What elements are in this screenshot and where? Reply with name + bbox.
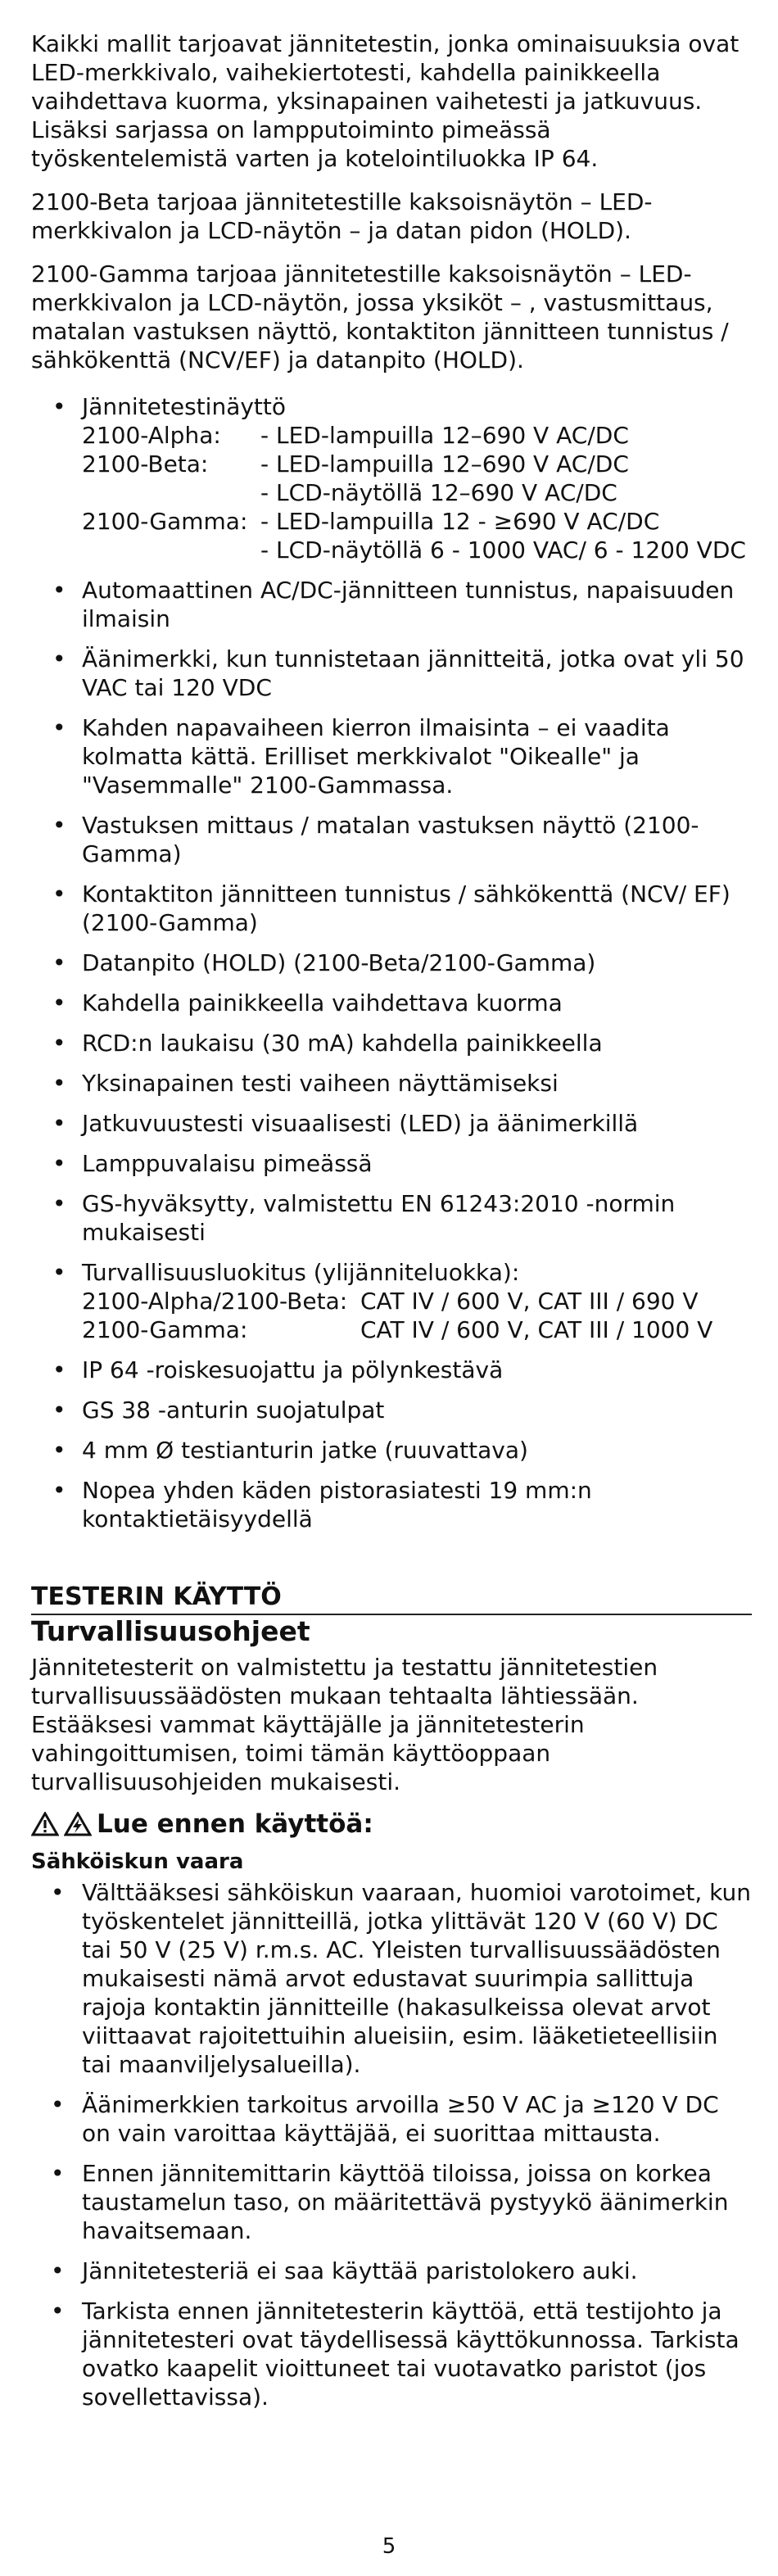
model-label <box>82 478 260 507</box>
safety-class-table <box>82 1287 752 1344</box>
list-item: • Äänimerkkien tarkoitus arvoilla ≥50 V AC ja ≥120 V DC on vain varoittaa käyttäjää, ei suorittaa mittausta. <box>43 2090 752 2148</box>
warning-triangle-icon <box>31 1812 59 1836</box>
model-label: 2100-Beta: <box>82 450 209 478</box>
high-voltage-icon <box>64 1812 92 1836</box>
voltage-spec: - LED-lampuilla 12–690 V AC/DC <box>260 422 629 449</box>
voltage-display-table <box>82 421 752 564</box>
safety-rating: CAT IV / 600 V, CAT III / 1000 V <box>360 1316 713 1343</box>
voltage-spec: - LCD-näytöllä 12–690 V AC/DC <box>260 479 617 506</box>
voltage-spec: - LCD-näytöllä 6 - 1000 VAC/ 6 - 1200 VDC <box>260 536 746 564</box>
list-item: • Jatkuvuustesti visuaalisesti (LED) ja äänimerkillä <box>31 1109 752 1138</box>
intro-paragraph: Kaikki mallit tarjoavat jännitetestin, jonka ominaisuuksia ovat LED-merkkivalo, vaihekiertotesti, kahdella painikkeella vaihdettava kuorma, yksinapainen vaihetesti ja jatkuvuus. Lisäksi sarjassa on lampputoiminto pimeässä työskentelemistä varten ja kotelointiluokka IP 64. <box>31 30 740 172</box>
list-item: • RCD:n laukaisu (30 mA) kahdella painikkeella <box>31 1029 752 1057</box>
safety-rating: CAT IV / 600 V, CAT III / 690 V <box>360 1288 699 1315</box>
voltage-spec: - LED-lampuilla 12–690 V AC/DC <box>260 450 629 478</box>
list-item: • Nopea yhden käden pistorasiatesti 19 mm:n kontaktietäisyydellä <box>31 1476 752 1533</box>
hazard-title: Sähköiskun vaara <box>31 1849 244 1874</box>
list-item: • Datanpito (HOLD) (2100-Beta/2100-Gamma) <box>31 948 752 977</box>
list-item: • IP 64 -roiskesuojattu ja pölynkestävä <box>31 1356 752 1384</box>
safety-class-title: • Turvallisuusluokitus (ylijänniteluokka): <box>82 1259 520 1286</box>
beta-paragraph: 2100-Beta tarjoaa jännitetestille kaksoisnäytön – LED-merkkivalon ja LCD-näytön – ja datan pidon (HOLD). <box>31 188 653 244</box>
voltage-display-title: • Jännitetestinäyttö <box>82 393 287 420</box>
list-item: • Äänimerkki, kun tunnistetaan jännitteitä, jotka ovat yli 50 VAC tai 120 VDC <box>31 645 752 702</box>
safety-paragraph: Jännitetesterit on valmistettu ja testattu jännitetestien turvallisuussäädösten mukaan tehtaalta lähtiessään. Estääksesi vammat käyttäjälle ja jännitetesterin vahingoittumisen, toimi tämän käyttöoppaan turvallisuusohjeiden mukaisesti. <box>31 1654 658 1795</box>
list-item: • Tarkista ennen jännitetesterin käyttöä, että testijohto ja jännitetesteri ovat täydellisessä käyttökunnossa. Tarkista ovatko kaapelit vioittuneet tai vuotavatko paristot (jos sovellettavissa). <box>43 2297 752 2411</box>
list-item: • GS 38 -anturin suojatulpat <box>31 1396 752 1424</box>
list-item: • Jännitetesteriä ei saa käyttää paristolokero auki. <box>43 2257 752 2285</box>
list-item: • Ennen jännitemittarin käyttöä tiloissa, joissa on korkea taustamelun taso, on määritettävä pystyykö äänimerkin havaitsemaan. <box>43 2159 752 2245</box>
list-item: • Vastuksen mittaus / matalan vastuksen näyttö (2100-Gamma) <box>31 811 752 868</box>
list-item: • Lamppuvalaisu pimeässä <box>31 1149 752 1178</box>
model-label: 2100-Gamma: <box>82 1316 248 1343</box>
list-item: • Yksinapainen testi vaiheen näyttämiseksi <box>31 1069 752 1098</box>
model-label: 2100-Alpha/2100-Beta: <box>82 1288 348 1315</box>
list-item: • Kontaktiton jännitteen tunnistus / sähkökenttä (NCV/ EF) (2100-Gamma) <box>31 880 752 937</box>
section-title: TESTERIN KÄYTTÖ <box>31 1582 282 1611</box>
manual-page <box>31 29 752 2423</box>
feature-list <box>31 392 752 1533</box>
list-item: • Kahdella painikkeella vaihdettava kuorma <box>31 989 752 1017</box>
warning-list <box>43 1878 752 2411</box>
model-label: 2100-Gamma: <box>82 508 248 535</box>
list-item: • Välttääksesi sähköiskun vaaraan, huomioi varotoimet, kun työskentelet jännitteillä, jotka ylittävät 120 V (60 V) DC tai 50 V (25 V) r.m.s. AC. Yleisten turvallisuussäädösten mukaisesti nämä arvot edustavat suurimpia sallittuja rajoja kontaktin jännitteille (hakasulkeissa olevat arvot viittaavat rajoitettuihin alueisiin, esim. lääketieteellisiin tai maanviljelysalueilla). <box>43 1878 752 2079</box>
list-item: • 4 mm Ø testianturin jatke (ruuvattava) <box>31 1436 752 1465</box>
gamma-paragraph: 2100-Gamma tarjoaa jännitetestille kaksoisnäytön – LED-merkkivalon ja LCD-näytön, jossa yksiköt – , vastusmittaus, matalan vastuksen näyttö, kontaktiton jännitteen tunnistus / sähkökenttä (NCV/EF) ja datanpito (HOLD). <box>31 260 729 373</box>
list-item: • Automaattinen AC/DC-jännitteen tunnistus, napaisuuden ilmaisin <box>31 576 752 633</box>
list-item <box>31 1258 752 1344</box>
model-label <box>82 536 260 564</box>
subsection-title: Turvallisuusohjeet <box>31 1614 752 1648</box>
page-number: 5 <box>382 2534 396 2559</box>
list-item <box>31 392 752 564</box>
voltage-spec: - LED-lampuilla 12 - ≥690 V AC/DC <box>260 508 660 535</box>
warning-title: Lue ennen käyttöä: <box>97 1809 373 1839</box>
list-item: • GS-hyväksytty, valmistettu EN 61243:2010 -normin mukaisesti <box>31 1189 752 1247</box>
model-label: 2100-Alpha: <box>82 422 221 449</box>
list-item: • Kahden napavaiheen kierron ilmaisinta – ei vaadita kolmatta kättä. Erilliset merkkivalot "Oikealle" ja "Vasemmalle" 2100-Gammassa. <box>31 713 752 799</box>
warning-heading <box>31 1808 752 1840</box>
